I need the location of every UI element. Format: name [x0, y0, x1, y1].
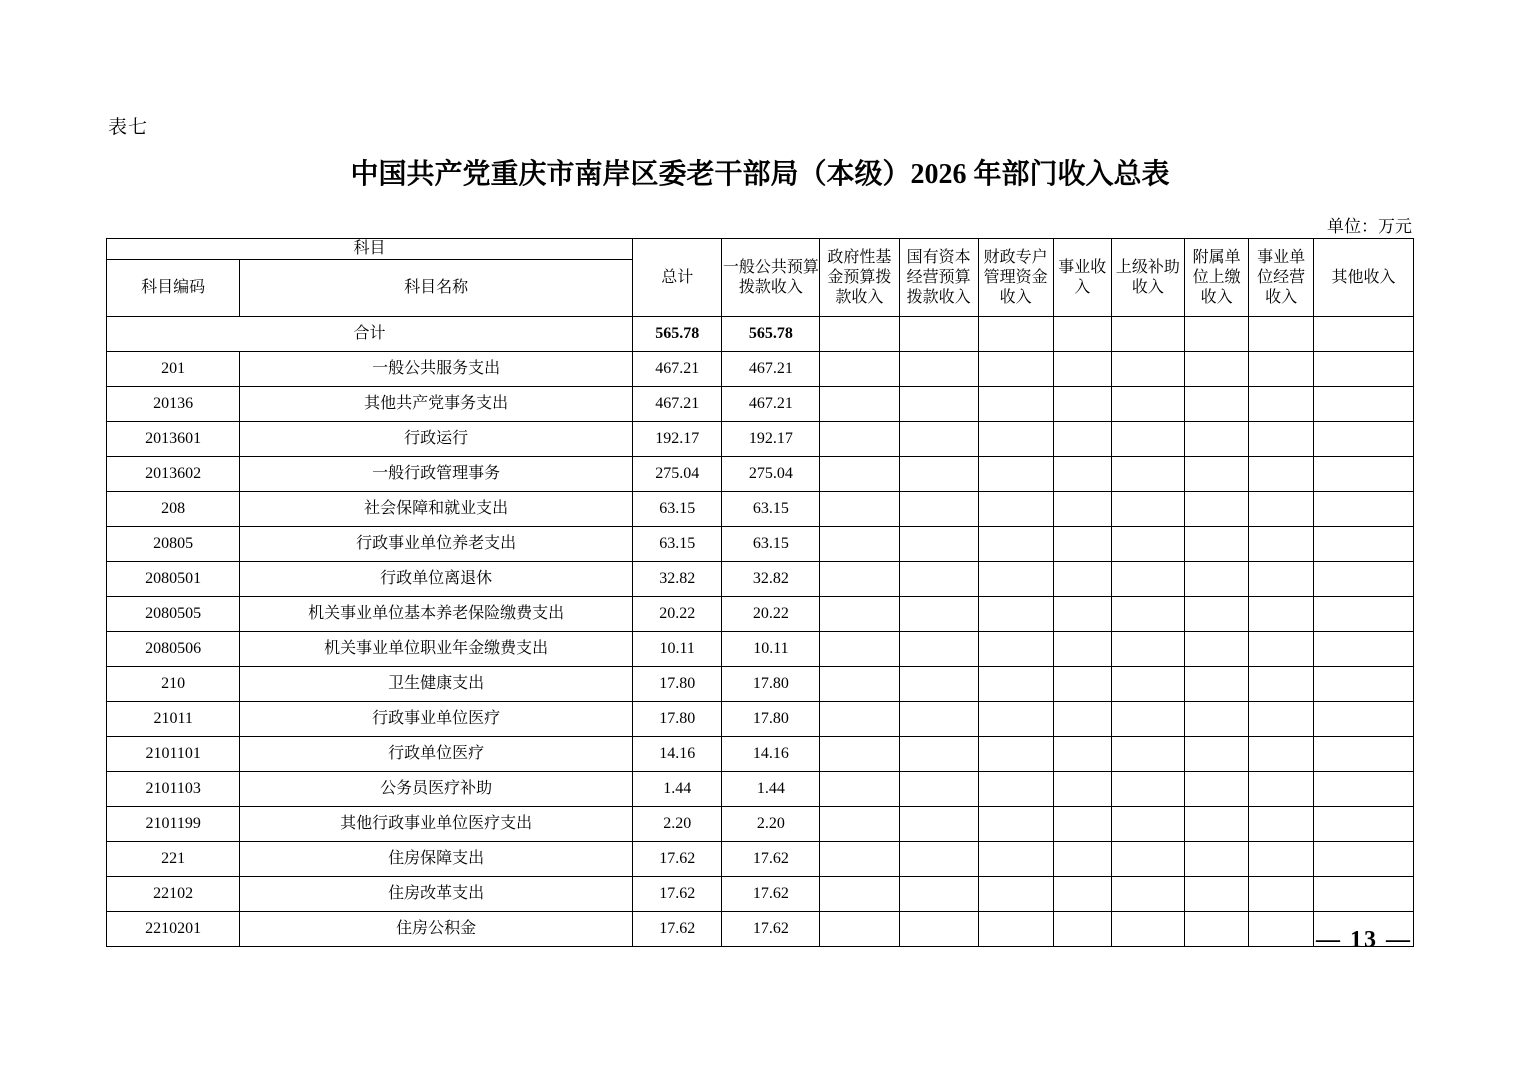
cell-gov-fund [820, 527, 899, 562]
header-superior-subsidy: 上级补助收入 [1111, 239, 1184, 317]
cell-other [1313, 527, 1413, 562]
total-superior [1111, 317, 1184, 352]
table-row [107, 877, 1414, 912]
cell-total: 17.80 [632, 667, 722, 702]
cell-state-capital [899, 807, 978, 842]
cell-superior [1111, 457, 1184, 492]
cell-total: 14.16 [632, 737, 722, 772]
cell-fiscal-account [978, 912, 1053, 947]
cell-other [1313, 772, 1413, 807]
cell-general-budget: 17.62 [722, 877, 820, 912]
cell-fiscal-account [978, 597, 1053, 632]
cell-affiliated [1184, 632, 1249, 667]
cell-total: 17.62 [632, 842, 722, 877]
cell-affiliated [1184, 527, 1249, 562]
cell-other [1313, 737, 1413, 772]
cell-fiscal-account [978, 352, 1053, 387]
cell-total: 17.80 [632, 702, 722, 737]
cell-subject-name: 住房公积金 [240, 912, 633, 947]
cell-gov-fund [820, 912, 899, 947]
cell-business [1249, 422, 1314, 457]
cell-affiliated [1184, 422, 1249, 457]
cell-general-budget: 63.15 [722, 492, 820, 527]
cell-other [1313, 807, 1413, 842]
cell-state-capital [899, 352, 978, 387]
cell-affiliated [1184, 352, 1249, 387]
cell-total: 10.11 [632, 632, 722, 667]
table-row [107, 632, 1414, 667]
cell-state-capital [899, 667, 978, 702]
cell-business [1249, 912, 1314, 947]
total-gov-fund [820, 317, 899, 352]
cell-subject-name: 其他行政事业单位医疗支出 [240, 807, 633, 842]
cell-operating [1053, 492, 1111, 527]
cell-gov-fund [820, 842, 899, 877]
cell-subject-name: 行政事业单位养老支出 [240, 527, 633, 562]
cell-total: 467.21 [632, 352, 722, 387]
cell-affiliated [1184, 702, 1249, 737]
cell-subject-name: 机关事业单位职业年金缴费支出 [240, 632, 633, 667]
header-state-capital-budget: 国有资本经营预算拨款收入 [899, 239, 978, 317]
cell-state-capital [899, 562, 978, 597]
cell-subject-code: 2101199 [107, 807, 240, 842]
cell-other [1313, 492, 1413, 527]
table-row-total [107, 317, 1414, 352]
cell-other [1313, 702, 1413, 737]
total-affiliated [1184, 317, 1249, 352]
total-general-budget: 565.78 [722, 317, 820, 352]
cell-fiscal-account [978, 807, 1053, 842]
cell-gov-fund [820, 772, 899, 807]
table-row [107, 842, 1414, 877]
cell-general-budget: 17.80 [722, 667, 820, 702]
cell-general-budget: 275.04 [722, 457, 820, 492]
cell-subject-code: 2080505 [107, 597, 240, 632]
header-general-budget: 一般公共预算拨款收入 [722, 239, 820, 317]
header-subject-name: 科目名称 [240, 260, 633, 317]
header-operating-income: 事业收入 [1053, 239, 1111, 317]
cell-gov-fund [820, 492, 899, 527]
total-state-capital [899, 317, 978, 352]
cell-superior [1111, 422, 1184, 457]
cell-subject-code: 2101103 [107, 772, 240, 807]
cell-general-budget: 17.62 [722, 912, 820, 947]
cell-business [1249, 632, 1314, 667]
cell-fiscal-account [978, 527, 1053, 562]
cell-operating [1053, 597, 1111, 632]
header-affiliated-unit-remittance: 附属单位上缴收入 [1184, 239, 1249, 317]
cell-subject-name: 一般公共服务支出 [240, 352, 633, 387]
cell-gov-fund [820, 562, 899, 597]
cell-subject-name: 机关事业单位基本养老保险缴费支出 [240, 597, 633, 632]
cell-business [1249, 807, 1314, 842]
cell-state-capital [899, 912, 978, 947]
cell-fiscal-account [978, 737, 1053, 772]
cell-subject-name: 卫生健康支出 [240, 667, 633, 702]
cell-total: 1.44 [632, 772, 722, 807]
table-row [107, 527, 1414, 562]
cell-business [1249, 562, 1314, 597]
page-title: 中国共产党重庆市南岸区委老干部局（本级）2026 年部门收入总表 [350, 159, 1170, 190]
cell-business [1249, 492, 1314, 527]
cell-state-capital [899, 772, 978, 807]
cell-state-capital [899, 527, 978, 562]
cell-state-capital [899, 422, 978, 457]
cell-gov-fund [820, 457, 899, 492]
cell-superior [1111, 912, 1184, 947]
table-row [107, 912, 1414, 947]
table-row [107, 702, 1414, 737]
cell-total: 32.82 [632, 562, 722, 597]
cell-affiliated [1184, 387, 1249, 422]
cell-affiliated [1184, 597, 1249, 632]
cell-business [1249, 457, 1314, 492]
cell-subject-code: 21011 [107, 702, 240, 737]
total-fiscal-account [978, 317, 1053, 352]
cell-state-capital [899, 492, 978, 527]
cell-general-budget: 17.80 [722, 702, 820, 737]
cell-fiscal-account [978, 667, 1053, 702]
cell-fiscal-account [978, 422, 1053, 457]
cell-subject-name: 一般行政管理事务 [240, 457, 633, 492]
cell-subject-code: 2101101 [107, 737, 240, 772]
cell-state-capital [899, 457, 978, 492]
cell-superior [1111, 877, 1184, 912]
cell-state-capital [899, 877, 978, 912]
cell-subject-code: 22102 [107, 877, 240, 912]
cell-fiscal-account [978, 772, 1053, 807]
cell-superior [1111, 597, 1184, 632]
cell-operating [1053, 527, 1111, 562]
cell-total: 192.17 [632, 422, 722, 457]
table-row [107, 667, 1414, 702]
cell-business [1249, 597, 1314, 632]
page-number: — 13 — [1316, 927, 1412, 953]
table-label: 表七 [108, 117, 149, 138]
cell-operating [1053, 702, 1111, 737]
cell-fiscal-account [978, 632, 1053, 667]
header-other-income: 其他收入 [1313, 239, 1413, 317]
cell-other [1313, 632, 1413, 667]
cell-affiliated [1184, 667, 1249, 702]
cell-business [1249, 667, 1314, 702]
cell-state-capital [899, 737, 978, 772]
cell-gov-fund [820, 422, 899, 457]
cell-subject-code: 20136 [107, 387, 240, 422]
cell-general-budget: 10.11 [722, 632, 820, 667]
cell-general-budget: 17.62 [722, 842, 820, 877]
cell-state-capital [899, 387, 978, 422]
cell-other [1313, 667, 1413, 702]
cell-subject-code: 221 [107, 842, 240, 877]
cell-other [1313, 387, 1413, 422]
table-row [107, 807, 1414, 842]
cell-subject-name: 行政事业单位医疗 [240, 702, 633, 737]
cell-business [1249, 877, 1314, 912]
cell-total: 275.04 [632, 457, 722, 492]
header-subject-code: 科目编码 [107, 260, 240, 317]
cell-operating [1053, 772, 1111, 807]
cell-subject-name: 行政单位离退休 [240, 562, 633, 597]
table-row [107, 422, 1414, 457]
cell-general-budget: 1.44 [722, 772, 820, 807]
cell-operating [1053, 737, 1111, 772]
cell-superior [1111, 842, 1184, 877]
cell-state-capital [899, 702, 978, 737]
cell-state-capital [899, 597, 978, 632]
cell-superior [1111, 527, 1184, 562]
cell-gov-fund [820, 737, 899, 772]
unit-note: 单位：万元 [1327, 217, 1412, 236]
cell-other [1313, 457, 1413, 492]
cell-general-budget: 32.82 [722, 562, 820, 597]
total-business [1249, 317, 1314, 352]
cell-total: 20.22 [632, 597, 722, 632]
cell-operating [1053, 667, 1111, 702]
total-operating [1053, 317, 1111, 352]
cell-total: 467.21 [632, 387, 722, 422]
cell-total: 63.15 [632, 492, 722, 527]
cell-fiscal-account [978, 387, 1053, 422]
cell-general-budget: 467.21 [722, 352, 820, 387]
cell-gov-fund [820, 597, 899, 632]
cell-general-budget: 14.16 [722, 737, 820, 772]
cell-other [1313, 842, 1413, 877]
cell-operating [1053, 422, 1111, 457]
cell-total: 2.20 [632, 807, 722, 842]
cell-total: 17.62 [632, 877, 722, 912]
cell-subject-code: 2210201 [107, 912, 240, 947]
cell-general-budget: 63.15 [722, 527, 820, 562]
cell-fiscal-account [978, 562, 1053, 597]
cell-general-budget: 20.22 [722, 597, 820, 632]
table-row [107, 737, 1414, 772]
cell-superior [1111, 702, 1184, 737]
cell-subject-code: 2080501 [107, 562, 240, 597]
table-row [107, 597, 1414, 632]
cell-business [1249, 737, 1314, 772]
table-row [107, 562, 1414, 597]
header-business-operating-income: 事业单位经营收入 [1249, 239, 1314, 317]
cell-superior [1111, 632, 1184, 667]
cell-gov-fund [820, 667, 899, 702]
cell-gov-fund [820, 702, 899, 737]
cell-operating [1053, 842, 1111, 877]
cell-subject-code: 2013602 [107, 457, 240, 492]
table-row [107, 387, 1414, 422]
cell-gov-fund [820, 632, 899, 667]
cell-affiliated [1184, 492, 1249, 527]
cell-affiliated [1184, 842, 1249, 877]
cell-operating [1053, 387, 1111, 422]
cell-subject-name: 行政运行 [240, 422, 633, 457]
cell-state-capital [899, 842, 978, 877]
cell-total: 17.62 [632, 912, 722, 947]
table-body [107, 317, 1414, 947]
header-gov-fund-budget: 政府性基金预算拨款收入 [820, 239, 899, 317]
cell-subject-name: 住房改革支出 [240, 877, 633, 912]
cell-affiliated [1184, 807, 1249, 842]
cell-operating [1053, 352, 1111, 387]
cell-subject-name: 公务员医疗补助 [240, 772, 633, 807]
cell-fiscal-account [978, 457, 1053, 492]
cell-fiscal-account [978, 702, 1053, 737]
table-row [107, 457, 1414, 492]
cell-affiliated [1184, 562, 1249, 597]
cell-affiliated [1184, 737, 1249, 772]
total-total: 565.78 [632, 317, 722, 352]
cell-operating [1053, 457, 1111, 492]
cell-general-budget: 467.21 [722, 387, 820, 422]
cell-business [1249, 772, 1314, 807]
cell-subject-code: 2080506 [107, 632, 240, 667]
cell-superior [1111, 807, 1184, 842]
cell-other [1313, 352, 1413, 387]
cell-operating [1053, 877, 1111, 912]
cell-gov-fund [820, 877, 899, 912]
cell-operating [1053, 562, 1111, 597]
cell-subject-name: 行政单位医疗 [240, 737, 633, 772]
cell-subject-name: 社会保障和就业支出 [240, 492, 633, 527]
table-row [107, 492, 1414, 527]
budget-income-table [106, 238, 1414, 947]
cell-subject-name: 住房保障支出 [240, 842, 633, 877]
cell-fiscal-account [978, 492, 1053, 527]
cell-superior [1111, 562, 1184, 597]
cell-other [1313, 877, 1413, 912]
cell-affiliated [1184, 912, 1249, 947]
cell-subject-code: 210 [107, 667, 240, 702]
cell-general-budget: 2.20 [722, 807, 820, 842]
table-header-row-1 [107, 239, 1414, 260]
cell-business [1249, 702, 1314, 737]
cell-superior [1111, 352, 1184, 387]
cell-other [1313, 422, 1413, 457]
cell-subject-code: 20805 [107, 527, 240, 562]
cell-business [1249, 352, 1314, 387]
cell-operating [1053, 632, 1111, 667]
header-total: 总计 [632, 239, 722, 317]
cell-other [1313, 597, 1413, 632]
cell-affiliated [1184, 772, 1249, 807]
cell-subject-name: 其他共产党事务支出 [240, 387, 633, 422]
cell-subject-code: 208 [107, 492, 240, 527]
cell-superior [1111, 667, 1184, 702]
cell-general-budget: 192.17 [722, 422, 820, 457]
cell-subject-code: 201 [107, 352, 240, 387]
cell-business [1249, 387, 1314, 422]
total-label: 合计 [107, 317, 633, 352]
cell-business [1249, 842, 1314, 877]
cell-superior [1111, 387, 1184, 422]
table-row [107, 772, 1414, 807]
cell-total: 63.15 [632, 527, 722, 562]
cell-operating [1053, 807, 1111, 842]
cell-affiliated [1184, 457, 1249, 492]
cell-other [1313, 562, 1413, 597]
header-fiscal-account-funds: 财政专户管理资金收入 [978, 239, 1053, 317]
cell-state-capital [899, 632, 978, 667]
cell-superior [1111, 737, 1184, 772]
cell-fiscal-account [978, 842, 1053, 877]
total-other [1313, 317, 1413, 352]
cell-superior [1111, 772, 1184, 807]
cell-superior [1111, 492, 1184, 527]
cell-fiscal-account [978, 877, 1053, 912]
header-subject-group: 科目 [107, 239, 633, 260]
cell-gov-fund [820, 352, 899, 387]
cell-business [1249, 527, 1314, 562]
cell-gov-fund [820, 807, 899, 842]
table-row [107, 352, 1414, 387]
cell-operating [1053, 912, 1111, 947]
cell-subject-code: 2013601 [107, 422, 240, 457]
cell-gov-fund [820, 387, 899, 422]
cell-affiliated [1184, 877, 1249, 912]
